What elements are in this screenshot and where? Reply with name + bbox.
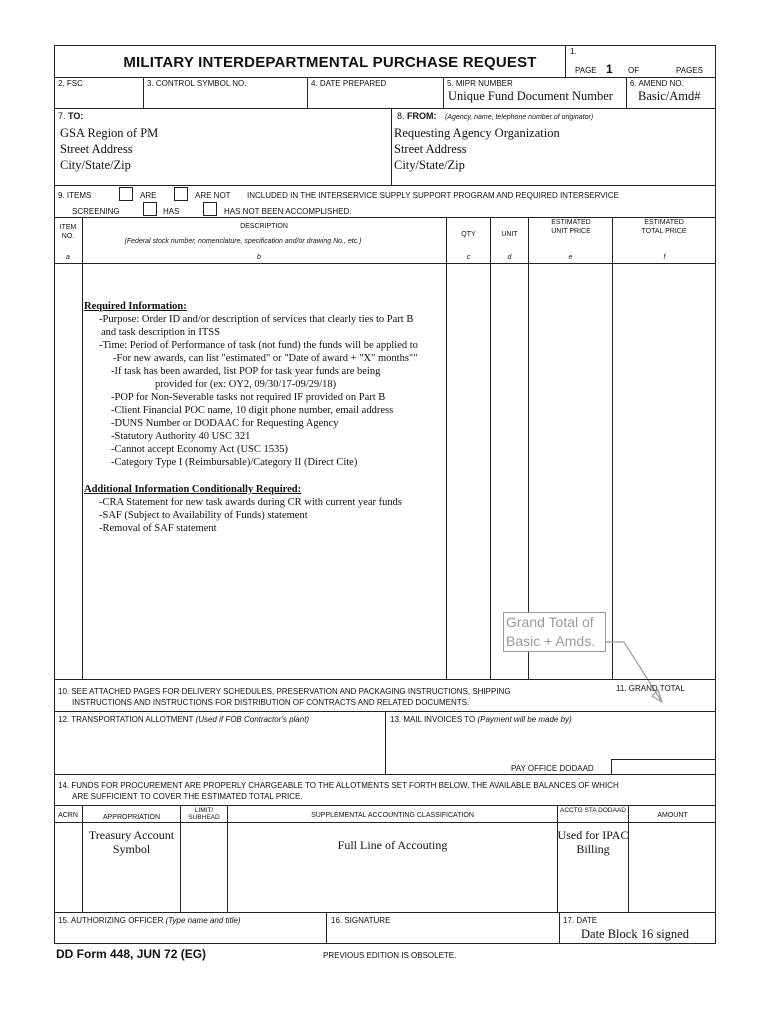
form-title: MILITARY INTERDEPARTMENTAL PURCHASE REQUEST [123, 54, 537, 71]
from-label: 8. FROM: (Agency, name, telephone number of originator) [397, 111, 594, 121]
required-line: -POP for Non-Severable tasks not required IF provided on Part B [111, 392, 386, 403]
description-header: DESCRIPTION [240, 223, 288, 230]
item-no-header: ITEM NO. [59, 224, 77, 240]
fsc-label: 2. FSC [58, 79, 83, 88]
additional-info-block[interactable] [84, 483, 402, 535]
from-hint: (Agency, name, telephone number of originator) [445, 114, 594, 121]
signature-label: 16. SIGNATURE [331, 916, 391, 925]
unit-header: UNIT [501, 231, 518, 238]
previous-edition-note: PREVIOUS EDITION IS OBSOLETE. [323, 951, 457, 960]
page-label: PAGE [575, 66, 597, 75]
required-line: -Statutory Authority 40 USC 321 [111, 431, 251, 442]
date-value[interactable]: Date Block 16 signed [581, 927, 689, 941]
acctg-sta-value[interactable]: Used for IPAC Billing [557, 828, 629, 856]
transportation-label: 12. TRANSPORTATION ALLOTMENT (Used if FOB Contractor's plant) [58, 715, 310, 724]
required-line: -Category Type I (Reimbursable)/Category II (Direct Cite) [111, 457, 358, 468]
mipr-number-label: 5. MIPR NUMBER [447, 79, 513, 88]
qty-header: QTY [461, 231, 476, 238]
from-line-1: Requesting Agency Organization [394, 126, 560, 140]
are-not-label: ARE NOT [195, 191, 231, 200]
appropriation-value[interactable]: Treasury Account Symbol [88, 828, 175, 856]
are-label: ARE [140, 191, 157, 200]
items-text: INCLUDED IN THE INTERSERVICE SUPPLY SUPPORT PROGRAM AND REQUIRED INTERSERVICE [247, 191, 619, 200]
box14-line-1: 14. FUNDS FOR PROCUREMENT ARE PROPERLY CHARGEABLE TO THE ALLOTMENTS SET FORTH BELOW, THE AVAILABLE BALANCES OF WHICH [58, 781, 619, 790]
page-number[interactable]: 1 [606, 62, 613, 76]
grand-total-value[interactable] [614, 694, 714, 708]
callout-line-2: Basic + Amds. [506, 633, 596, 649]
col-f: f [663, 254, 666, 261]
additional-heading: Additional Information Conditionally Required: [84, 484, 302, 495]
to-line-3: City/State/Zip [60, 158, 131, 172]
box10-line-1: 10. SEE ATTACHED PAGES FOR DELIVERY SCHEDULES, PRESERVATION AND PACKAGING INSTRUCTIONS, SHIPPING [58, 687, 511, 696]
date-label: 17. DATE [563, 916, 598, 925]
from-address[interactable] [394, 125, 560, 173]
authorizing-officer-label: 15. AUTHORIZING OFFICER (Type name and title) [58, 916, 241, 925]
to-address[interactable] [60, 125, 158, 173]
required-line: -For new awards, can list "estimated" or "Date of award + "X" months"" [113, 353, 418, 364]
pay-office-dodaad-field[interactable] [613, 761, 713, 773]
required-line: provided for (ex: OY2, 09/30/17-09/29/18) [155, 379, 337, 390]
required-line: -Time: Period of Performance of task (not fund) the funds will be applied to [99, 340, 418, 351]
box10-line-2: INSTRUCTIONS AND INSTRUCTIONS FOR DISTRIBUTION OF CONTRACTS AND RELATED DOCUMENTS. [72, 698, 470, 707]
col-c: c [466, 254, 471, 261]
additional-line: -CRA Statement for new task awards during CR with current year funds [99, 497, 402, 508]
required-line: -If task has been awarded, list POP for task year funds are being [111, 366, 381, 377]
required-line: -DUNS Number or DODAAC for Requesting Agency [111, 418, 339, 429]
supplemental-header: SUPPLEMENTAL ACCOUNTING CLASSIFICATION [311, 812, 474, 819]
col-a: a [66, 254, 70, 261]
amend-no-label: 6. AMEND NO. [630, 79, 684, 88]
required-heading: Required Information: [84, 301, 187, 312]
box14-line-2: ARE SUFFICIENT TO COVER THE ESTIMATED TOTAL PRICE. [72, 792, 303, 801]
description-hint: (Federal stock number, nomenclature, specification and/or drawing No., etc.) [124, 238, 362, 245]
acrn-header: ACRN [58, 812, 78, 819]
are-checkbox[interactable] [119, 187, 133, 201]
has-not-label: HAS NOT BEEN ACCOMPLISHED. [224, 207, 352, 216]
control-symbol-label: 3. CONTROL SYMBOL NO. [147, 79, 247, 88]
est-unit-price-header: ESTIMATED UNIT PRICE [551, 219, 591, 235]
acctg-sta-header: ACCTG STA DODAAD [560, 807, 626, 814]
from-line-3: City/State/Zip [394, 158, 465, 172]
grand-total-label: 11. GRAND TOTAL [616, 684, 685, 693]
to-label: 7. TO: [58, 111, 84, 121]
to-line-2: Street Address [60, 142, 133, 156]
date-prepared-label: 4. DATE PREPARED [311, 79, 387, 88]
required-line: -Client Financial POC name, 10 digit phone number, email address [111, 405, 394, 416]
has-label: HAS [163, 207, 180, 216]
pay-office-label: PAY OFFICE DODAAD [511, 764, 594, 773]
has-not-checkbox[interactable] [203, 202, 217, 216]
items-label: 9. ITEMS [58, 191, 92, 200]
amend-no-value[interactable]: Basic/Amd# [638, 89, 701, 103]
appropriation-header: APPROPRIATION [102, 814, 161, 821]
col-e: e [568, 254, 573, 261]
has-checkbox[interactable] [143, 202, 157, 216]
amount-header: AMOUNT [657, 812, 688, 819]
mail-invoices-label: 13. MAIL INVOICES TO (Payment will be made by) [390, 715, 572, 724]
est-total-price-header: ESTIMATED TOTAL PRICE [641, 219, 687, 235]
callout-line-1: Grand Total of [506, 614, 594, 630]
are-not-checkbox[interactable] [174, 187, 188, 201]
grand-total-callout [503, 612, 606, 652]
screening-label: SCREENING [72, 207, 120, 216]
required-info-block[interactable] [84, 300, 418, 469]
supplemental-value[interactable]: Full Line of Accouting [337, 838, 448, 852]
mipr-number-value[interactable]: Unique Fund Document Number [448, 89, 613, 103]
form-identifier: DD Form 448, JUN 72 (EG) [56, 947, 207, 961]
of-label: OF [628, 66, 640, 75]
to-line-1: GSA Region of PM [60, 126, 159, 140]
required-line: and task description in ITSS [101, 327, 220, 338]
required-line: -Purpose: Order ID and/or description of services that clearly ties to Part B [99, 314, 414, 325]
pages-label: PAGES [676, 66, 703, 75]
additional-line: -Removal of SAF statement [99, 523, 217, 534]
required-line: -Cannot accept Economy Act (USC 1535) [111, 444, 289, 455]
col-b: b [257, 254, 261, 261]
limit-subhead-header: LIMIT/ SUBHEAD [188, 807, 220, 821]
additional-line: -SAF (Subject to Availability of Funds) statement [99, 510, 308, 521]
from-line-2: Street Address [394, 142, 467, 156]
col-d: d [507, 254, 512, 261]
box1-label: 1. [570, 47, 577, 56]
